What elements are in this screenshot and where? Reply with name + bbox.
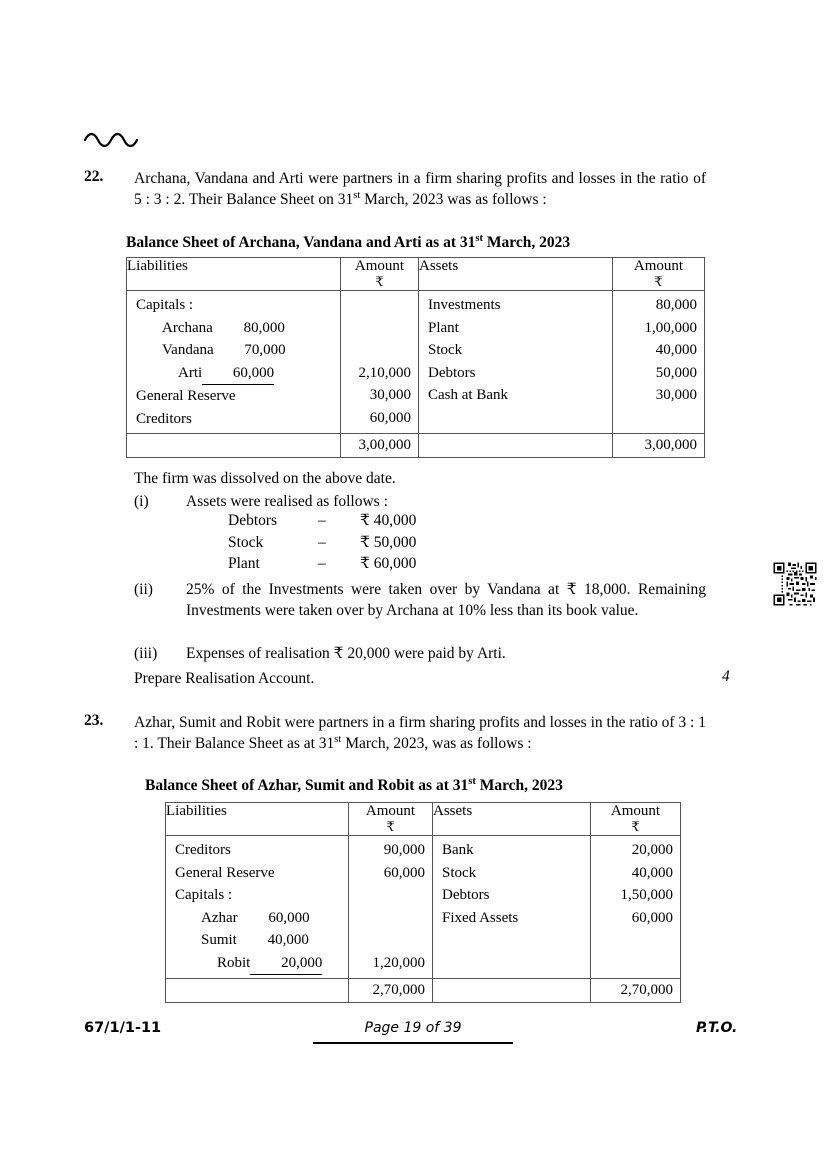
sub-item-i-text: Assets were realised as follows : (186, 493, 388, 510)
bs-title-23-part1: Balance Sheet of Azhar, Sumit and Robit as at 31 (145, 777, 469, 794)
row-sub-amount: 70,000 (244, 342, 286, 358)
sub-item-iii-mark: (iii) (134, 645, 158, 662)
table-row (136, 385, 333, 408)
row-amount: 60,000 (631, 909, 673, 926)
table-body-row (166, 836, 681, 979)
total-spacer-right (419, 434, 613, 458)
table-row (175, 952, 341, 976)
realised-asset-name: Stock (228, 533, 264, 551)
header-amount-right-label: Amount (610, 803, 661, 819)
row-amount: 40,000 (631, 864, 673, 881)
table-row (175, 884, 341, 907)
header-amount-left-label: Amount (354, 258, 405, 274)
sub-item-ii-text: 25% of the Investments were taken over by Vandana at ₹ 18,000. Remaining Investments were taken over by Archana at 10% less than its book value. (186, 581, 706, 619)
bs-title-22-part2: March, 2023 (482, 234, 571, 251)
row-label: Vandana (162, 342, 214, 358)
table-body-row (127, 291, 705, 434)
bs-title-23-part2: March, 2023 (475, 777, 563, 794)
wavy-line-icon (84, 131, 148, 147)
row-label: Arti (178, 364, 203, 381)
row-sub-amount: 60,000 (202, 362, 274, 386)
row-label: Sumit (201, 932, 237, 948)
rupee-symbol-right: ₹ (654, 274, 663, 289)
ordinal-suffix: st (334, 733, 342, 745)
realised-dash: – (318, 555, 326, 572)
list-item (228, 510, 470, 532)
liabilities-cell-23 (166, 836, 349, 979)
table-total-row (166, 979, 681, 1003)
header-assets: Assets (433, 803, 591, 836)
row-label: Stock (428, 342, 463, 358)
rupee-symbol-left: ₹ (375, 274, 384, 289)
row-label: Plant (428, 319, 459, 336)
row-label: Debtors (442, 887, 490, 903)
row-amount: 50,000 (655, 364, 697, 381)
header-liabilities: Liabilities (166, 803, 349, 836)
row-sub-amount: 60,000 (268, 909, 310, 926)
realised-amount: ₹ 50,000 (360, 533, 417, 551)
list-item (228, 553, 470, 575)
realised-asset-name: Debtors (228, 512, 278, 529)
table-row (175, 839, 341, 862)
row-label: Capitals : (175, 887, 233, 903)
table-row (136, 294, 333, 317)
header-amount-left-label: Amount (365, 803, 416, 819)
row-amount: 1,50,000 (620, 887, 673, 903)
header-amount-left (349, 803, 433, 836)
row-label: Creditors (136, 410, 192, 427)
question-22-text-part2: March, 2023 was as follows : (360, 191, 547, 208)
question-23-number: 23. (84, 712, 104, 729)
assets-cell-22 (419, 291, 613, 434)
table-header-row (127, 258, 705, 291)
dissolution-note: The firm was dissolved on the above date. (134, 470, 396, 487)
sub-item-i-mark: (i) (134, 493, 149, 510)
row-amount: 1,20,000 (372, 954, 425, 971)
row-amount: 80,000 (655, 297, 697, 313)
bs-title-22-part1: Balance Sheet of Archana, Vandana and Arti as at 31 (126, 234, 476, 251)
balance-sheet-title-23 (145, 777, 563, 795)
row-amount: 30,000 (655, 387, 697, 403)
row-label: Azhar (201, 909, 238, 926)
balance-sheet-table-23 (165, 802, 681, 1003)
row-amount: 60,000 (369, 409, 411, 426)
balance-sheet-table-22 (126, 257, 705, 458)
total-spacer-left (166, 979, 349, 1003)
footer-page-number: Page 19 of 39 (364, 1020, 462, 1036)
assets-cell-23 (433, 836, 591, 979)
ordinal-suffix: st (353, 189, 361, 201)
assets-total-23: 2,70,000 (591, 979, 681, 1003)
row-label: Debtors (428, 364, 476, 381)
header-amount-right (591, 803, 681, 836)
header-amount-right-label: Amount (633, 258, 684, 274)
row-amount: 40,000 (655, 342, 697, 358)
rupee-symbol-left: ₹ (386, 819, 395, 834)
liabilities-total-22: 3,00,000 (341, 434, 419, 458)
assets-amount-cell-23 (591, 836, 681, 979)
row-label: Creditors (175, 842, 231, 858)
row-label: Robit (217, 954, 251, 971)
row-label: Fixed Assets (442, 909, 519, 926)
realised-dash: – (318, 533, 326, 551)
question-22-text-part1: Archana, Vandana and Arti were partners in a firm sharing profits and losses in the ratio of 5 : 3 : 2. Their Balance Sheet on 31 (134, 170, 706, 208)
question-23-text-part1: Azhar, Sumit and Robit were partners in a firm sharing profits and losses in the ratio of 3 : 1 : 1. Their Balance Sheet as at 31 (134, 714, 706, 752)
realised-amount: ₹ 40,000 (360, 512, 417, 529)
header-assets: Assets (419, 258, 613, 291)
sub-item-ii (134, 579, 706, 621)
table-row (136, 362, 333, 386)
row-label: Investments (428, 297, 501, 313)
row-label: Stock (442, 864, 477, 881)
row-amount: 2,10,000 (358, 364, 411, 381)
list-item (228, 532, 470, 554)
row-label: Cash at Bank (428, 387, 508, 403)
row-label: General Reserve (136, 388, 236, 404)
assets-amount-cell-22 (613, 291, 705, 434)
total-spacer-left (127, 434, 341, 458)
row-label: Capitals : (136, 297, 194, 313)
qr-code-icon (772, 561, 818, 607)
table-row (175, 929, 341, 952)
question-23-text (134, 712, 706, 754)
rupee-symbol-right: ₹ (631, 819, 640, 834)
sub-item-ii-mark: (ii) (134, 581, 153, 598)
row-sub-amount: 20,000 (250, 952, 322, 976)
header-amount-right (613, 258, 705, 291)
liabilities-amount-cell-23 (349, 836, 433, 979)
sub-item-iii-text: Expenses of realisation ₹ 20,000 were paid by Arti. (186, 645, 506, 662)
sub-item-iii (134, 643, 706, 664)
bs-title-23-ordinal: st (468, 775, 476, 787)
row-amount: 30,000 (369, 387, 411, 403)
realised-amount: ₹ 60,000 (360, 555, 417, 572)
row-label: Bank (442, 842, 474, 858)
row-amount: 90,000 (383, 842, 425, 858)
liabilities-cell-22 (127, 291, 341, 434)
header-amount-left (341, 258, 419, 291)
footer-paper-code: 67/1/1-11 (84, 1020, 162, 1036)
row-amount: 20,000 (631, 842, 673, 858)
table-row (175, 862, 341, 885)
assets-total-22: 3,00,000 (613, 434, 705, 458)
liabilities-amount-cell-22 (341, 291, 419, 434)
table-row (136, 317, 333, 340)
row-label: Archana (162, 319, 213, 336)
balance-sheet-title-22 (126, 234, 570, 252)
liabilities-total-23: 2,70,000 (349, 979, 433, 1003)
row-amount: 60,000 (383, 864, 425, 881)
header-liabilities: Liabilities (127, 258, 341, 291)
realised-asset-name: Plant (228, 555, 260, 572)
question-22-text (134, 168, 706, 210)
row-label: General Reserve (175, 864, 275, 881)
table-row (136, 408, 333, 431)
footer-pto: P.T.O. (696, 1020, 738, 1036)
sub-item-i (134, 491, 706, 512)
table-row (136, 339, 333, 362)
realised-dash: – (318, 512, 326, 529)
realised-assets-list (228, 510, 470, 575)
table-row (175, 907, 341, 930)
footer-divider (313, 1042, 513, 1044)
question-22-instruction: Prepare Realisation Account. (134, 670, 315, 687)
table-header-row (166, 803, 681, 836)
question-22-marks: 4 (722, 668, 730, 685)
question-22-number: 22. (84, 168, 104, 185)
row-sub-amount: 40,000 (267, 932, 309, 948)
question-23-text-part2: March, 2023, was as follows : (341, 735, 532, 752)
row-sub-amount: 80,000 (243, 319, 285, 336)
bs-title-22-ordinal: st (475, 232, 483, 244)
row-amount: 1,00,000 (644, 319, 697, 336)
total-spacer-right (433, 979, 591, 1003)
table-total-row (127, 434, 705, 458)
